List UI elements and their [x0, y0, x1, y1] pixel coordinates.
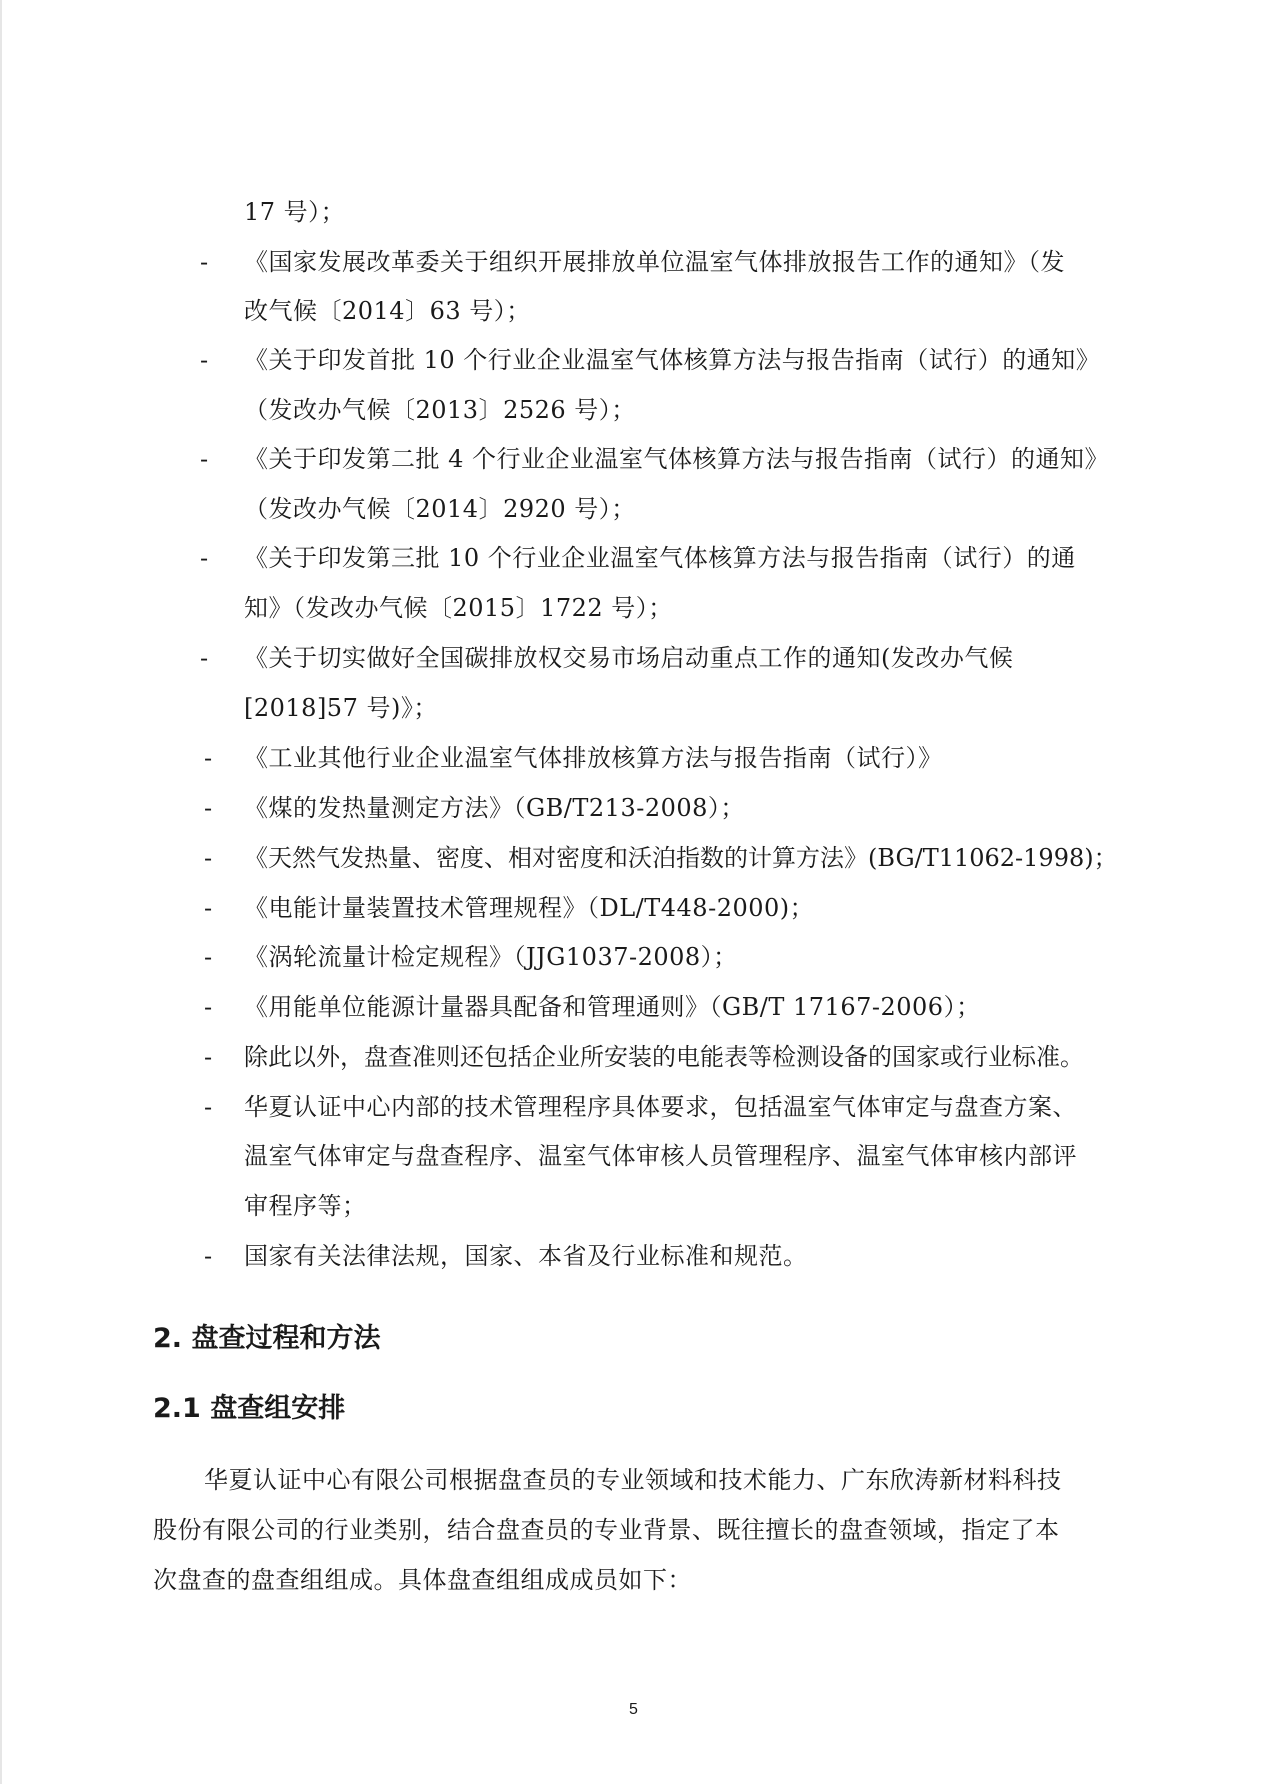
list-item-line: 《天然气发热量、密度、相对密度和沃泊指数的计算方法》(BG/T11062-1998)；	[244, 844, 1118, 872]
subsection-heading: 2.1 盘查组安排	[153, 1393, 346, 1424]
list-bullet: -	[204, 993, 213, 1021]
list-bullet: -	[204, 794, 213, 822]
paragraph-line: 次盘查的盘查组组成。具体盘查组组成成员如下：	[153, 1566, 692, 1594]
list-bullet: -	[200, 445, 209, 473]
list-item-line: 《煤的发热量测定方法》（GB/T213-2008）；	[244, 794, 745, 822]
paragraph-line: 股份有限公司的行业类别，结合盘查员的专业背景、既往擅长的盘查领域，指定了本	[153, 1516, 1060, 1544]
list-bullet: -	[200, 544, 209, 572]
list-item-line: 华夏认证中心内部的技术管理程序具体要求，包括温室气体审定与盘查方案、	[244, 1093, 1077, 1121]
list-bullet: -	[204, 1043, 213, 1071]
paragraph-line: 华夏认证中心有限公司根据盘查员的专业领域和技术能力、广东欣涛新材料科技	[204, 1466, 1062, 1494]
list-item-line: 《关于印发首批 10 个行业企业温室气体核算方法与报告指南（试行）的通知》	[244, 346, 1101, 374]
page-left-edge	[0, 0, 2, 1784]
list-bullet: -	[204, 894, 213, 922]
list-item-line: （发改办气候〔2014〕2920 号）；	[244, 495, 636, 523]
list-bullet: -	[200, 644, 209, 672]
list-item-line: 《关于切实做好全国碳排放权交易市场启动重点工作的通知(发改办气候	[244, 644, 1014, 672]
section-heading: 2. 盘查过程和方法	[153, 1323, 381, 1354]
continuation-line: 17 号）；	[244, 198, 346, 226]
list-bullet: -	[200, 346, 209, 374]
list-item-line: [2018]57 号)》；	[244, 694, 438, 722]
list-item-line: 《关于印发第三批 10 个行业企业温室气体核算方法与报告指南（试行）的通	[244, 544, 1076, 572]
list-bullet: -	[204, 844, 213, 872]
list-item-line: 《工业其他行业企业温室气体排放核算方法与报告指南（试行）》	[244, 744, 943, 772]
list-item-line: 温室气体审定与盘查程序、温室气体审核人员管理程序、温室气体审核内部评	[244, 1142, 1077, 1170]
list-item-line: 审程序等；	[244, 1192, 367, 1220]
list-item-line: 《国家发展改革委关于组织开展排放单位温室气体排放报告工作的通知》（发	[244, 248, 1065, 276]
list-item-line: 《电能计量装置技术管理规程》（DL/T448-2000)；	[244, 894, 815, 922]
list-bullet: -	[204, 943, 213, 971]
list-item-line: 改气候〔2014〕63 号）；	[244, 297, 531, 325]
list-bullet: -	[200, 248, 209, 276]
list-bullet: -	[204, 1242, 213, 1270]
list-item-line: （发改办气候〔2013〕2526 号）；	[244, 396, 636, 424]
list-item-line: 《涡轮流量计检定规程》（JJG1037-2008）；	[244, 943, 738, 971]
list-bullet: -	[204, 744, 213, 772]
page-number: 5	[629, 1701, 638, 1718]
list-item-line: 《关于印发第二批 4 个行业企业温室气体核算方法与报告指南（试行）的通知》	[244, 445, 1110, 473]
list-item-line: 国家有关法律法规，国家、本省及行业标准和规范。	[244, 1242, 808, 1270]
list-bullet: -	[204, 1093, 213, 1121]
list-item-line: 知》（发改办气候〔2015〕1722 号）；	[244, 594, 673, 622]
list-item-line: 除此以外，盘查准则还包括企业所安装的电能表等检测设备的国家或行业标准。	[244, 1043, 1084, 1071]
list-item-line: 《用能单位能源计量器具配备和管理通则》（GB/T 17167-2006）；	[244, 993, 981, 1021]
